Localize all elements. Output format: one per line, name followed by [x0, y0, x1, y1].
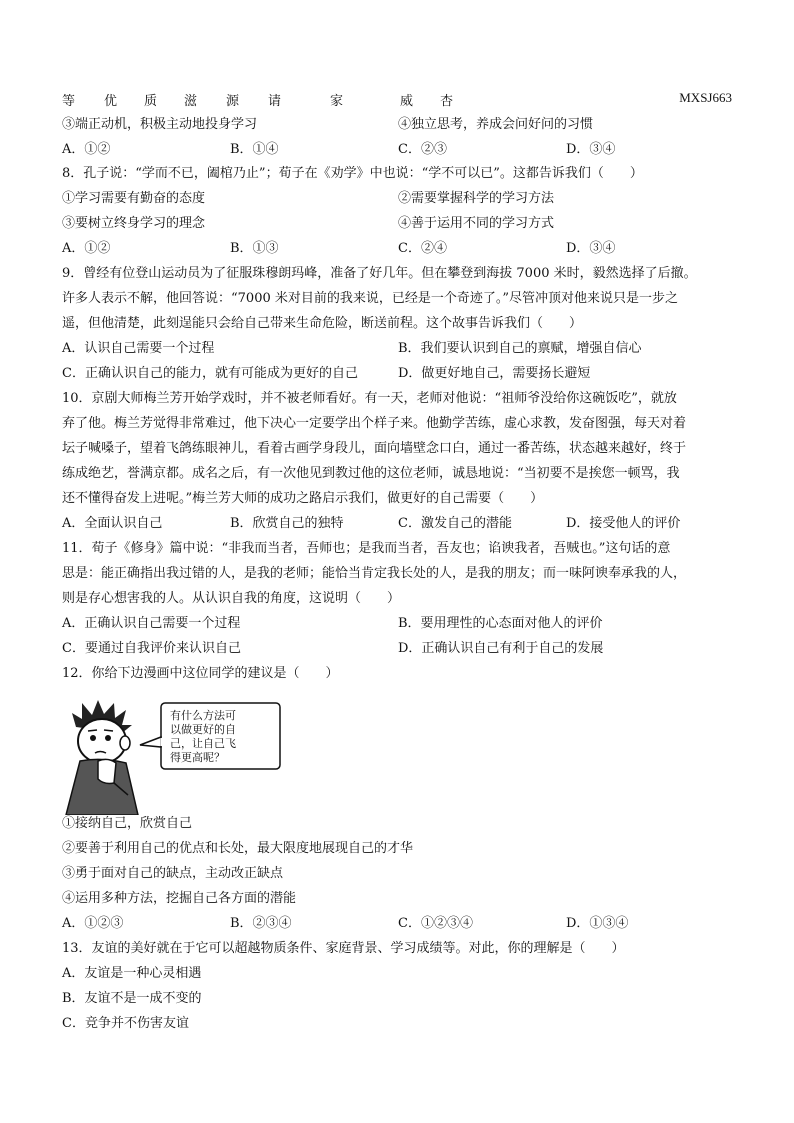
q11-option-a: A．正确认识自己需要一个过程 — [62, 616, 241, 631]
q12-item: ②要善于利用自己的优点和长处，最大限度地展现自己的才华 — [62, 841, 414, 856]
q10-option-d: D．接受他人的评价 — [566, 516, 681, 531]
q13-stem: 13．友谊的美好就在于它可以超越物质条件、家庭背景、学习成绩等。对此，你的理解是（ ） — [62, 941, 625, 956]
q7-option-c: C．②③ — [398, 142, 447, 157]
q7-item: ④独立思考，养成会问好问的习惯 — [398, 117, 594, 132]
page-header — [62, 90, 732, 110]
q9-option-c: C．正确认识自己的能力，就有可能成为更好的自己 — [62, 366, 358, 381]
q9-option-a: A．认识自己需要一个过程 — [62, 341, 215, 356]
q13-option-a: A．友谊是一种心灵相遇 — [62, 966, 202, 981]
bubble-line: 以做更好的自 — [170, 723, 236, 736]
header-char: 威 — [400, 94, 414, 109]
q10-stem-line: 练成绝艺，誉满京都。成名之后，有一次他见到教过他的这位老师，诚恳地说：“当初要不是挨您一顿骂，我 — [62, 466, 680, 481]
q12-stem: 12．你给下边漫画中这位同学的建议是（ ） — [62, 666, 339, 681]
q7-option-a: A．①② — [62, 142, 111, 157]
student-thinking-illustration — [62, 697, 284, 815]
q10-option-c: C．激发自己的潜能 — [398, 516, 512, 531]
q9-stem-line: 许多人表示不解，他回答说：“7000 米对目前的我来说，已经是一个奇迹了。”尽管冲顶对他来说只是一步之 — [62, 291, 679, 306]
q10-stem-line: 弃了他。梅兰芳觉得非常难过，他下决心一定要学出个样子来。他勤学苦练，虚心求教，发奋图强，每天对着 — [62, 416, 687, 431]
header-char: 质 — [144, 94, 158, 109]
header-char: 优 — [104, 94, 118, 109]
header-char: 请 — [268, 94, 282, 109]
q13-option-b: B．友谊不是一成不变的 — [62, 991, 202, 1006]
header-char: 杏 — [440, 94, 454, 109]
q12-item: ④运用多种方法，挖掘自己各方面的潜能 — [62, 891, 297, 906]
header-char: 等 — [62, 94, 76, 109]
q8-option-b: B．①③ — [230, 241, 279, 256]
q8-stem: 8．孔子说：“学而不已，阖棺乃止”；荀子在《劝学》中也说：“学不可以已”。这都告诉我们（ ） — [62, 166, 643, 181]
q8-option-c: C．②④ — [398, 241, 447, 256]
q8-item: ③要树立终身学习的理念 — [62, 216, 206, 231]
q8-item: ①学习需要有勤奋的态度 — [62, 191, 206, 206]
q12-option-d: D．①③④ — [566, 916, 629, 931]
q8-item: ④善于运用不同的学习方式 — [398, 216, 555, 231]
q12-option-a: A．①②③ — [62, 916, 124, 931]
q8-option-d: D．③④ — [566, 241, 616, 256]
q10-stem-line: 10．京剧大师梅兰芳开始学戏时，并不被老师看好。有一天，老师对他说：“祖师爷没给你这碗饭吃”，就放 — [62, 391, 677, 406]
header-char: 滋 — [184, 94, 198, 109]
header-char: 家 — [330, 94, 344, 109]
q10-option-b: B．欣赏自己的独特 — [230, 516, 344, 531]
bubble-line: 己，让自己飞 — [170, 737, 236, 750]
q12-item: ③勇于面对自己的缺点，主动改正缺点 — [62, 866, 284, 881]
q12-option-c: C．①②③④ — [398, 916, 473, 931]
q13-option-c: C．竞争并不伤害友谊 — [62, 1016, 189, 1031]
q8-item: ②需要掌握科学的学习方法 — [398, 191, 555, 206]
q10-option-a: A．全面认识自己 — [62, 516, 163, 531]
q11-option-d: D．正确认识自己有利于自己的发展 — [398, 641, 604, 656]
q11-option-c: C．要通过自我评价来认识自己 — [62, 641, 241, 656]
q9-option-d: D．做更好地自己，需要扬长避短 — [398, 366, 591, 381]
q9-stem-line: 9．曾经有位登山运动员为了征服珠穆朗玛峰，准备了好几年。但在攀登到海拔 7000 米时，毅然选择了后撤。 — [62, 266, 697, 281]
bubble-line: 得更高呢？ — [170, 751, 225, 764]
q7-option-d: D．③④ — [566, 142, 616, 157]
q10-stem-line: 还不懂得奋发上进呢。”梅兰芳大师的成功之路启示我们，做更好的自己需要（ ） — [62, 491, 544, 506]
q11-stem-line: 则是存心想害我的人。从认识自我的角度，这说明（ ） — [62, 591, 401, 606]
q11-stem-line: 11．荀子《修身》篇中说：“非我而当者，吾师也；是我而当者，吾友也；谄谀我者，吾贼也。”这句话的意 — [62, 541, 671, 556]
q12-option-b: B．②③④ — [230, 916, 292, 931]
q7-option-b: B．①④ — [230, 142, 279, 157]
doc-code: MXSJ663 — [679, 90, 732, 105]
bubble-line: 有什么方法可 — [170, 709, 236, 722]
q11-stem-line: 思是：能正确指出我过错的人，是我的老师；能恰当肯定我长处的人，是我的朋友；而一味阿谀奉承我的人， — [62, 566, 687, 581]
q7-item: ③端正动机，积极主动地投身学习 — [62, 117, 258, 132]
q8-option-a: A．①② — [62, 241, 111, 256]
q11-option-b: B．要用理性的心态面对他人的评价 — [398, 616, 603, 631]
header-char: 源 — [226, 94, 240, 109]
q9-stem-line: 遥，但他清楚，此刻逞能只会给自己带来生命危险，断送前程。这个故事告诉我们（ ） — [62, 316, 583, 331]
q9-option-b: B．我们要认识到自己的禀赋，增强自信心 — [398, 341, 642, 356]
cartoon-image — [62, 697, 284, 815]
q10-stem-line: 坛子喊嗓子，望着飞鸽练眼神儿，看着古画学身段儿，面向墙壁念口白，通过一番苦练，状态越来越好，终于 — [62, 441, 687, 456]
q12-item: ①接纳自己，欣赏自己 — [62, 816, 193, 831]
